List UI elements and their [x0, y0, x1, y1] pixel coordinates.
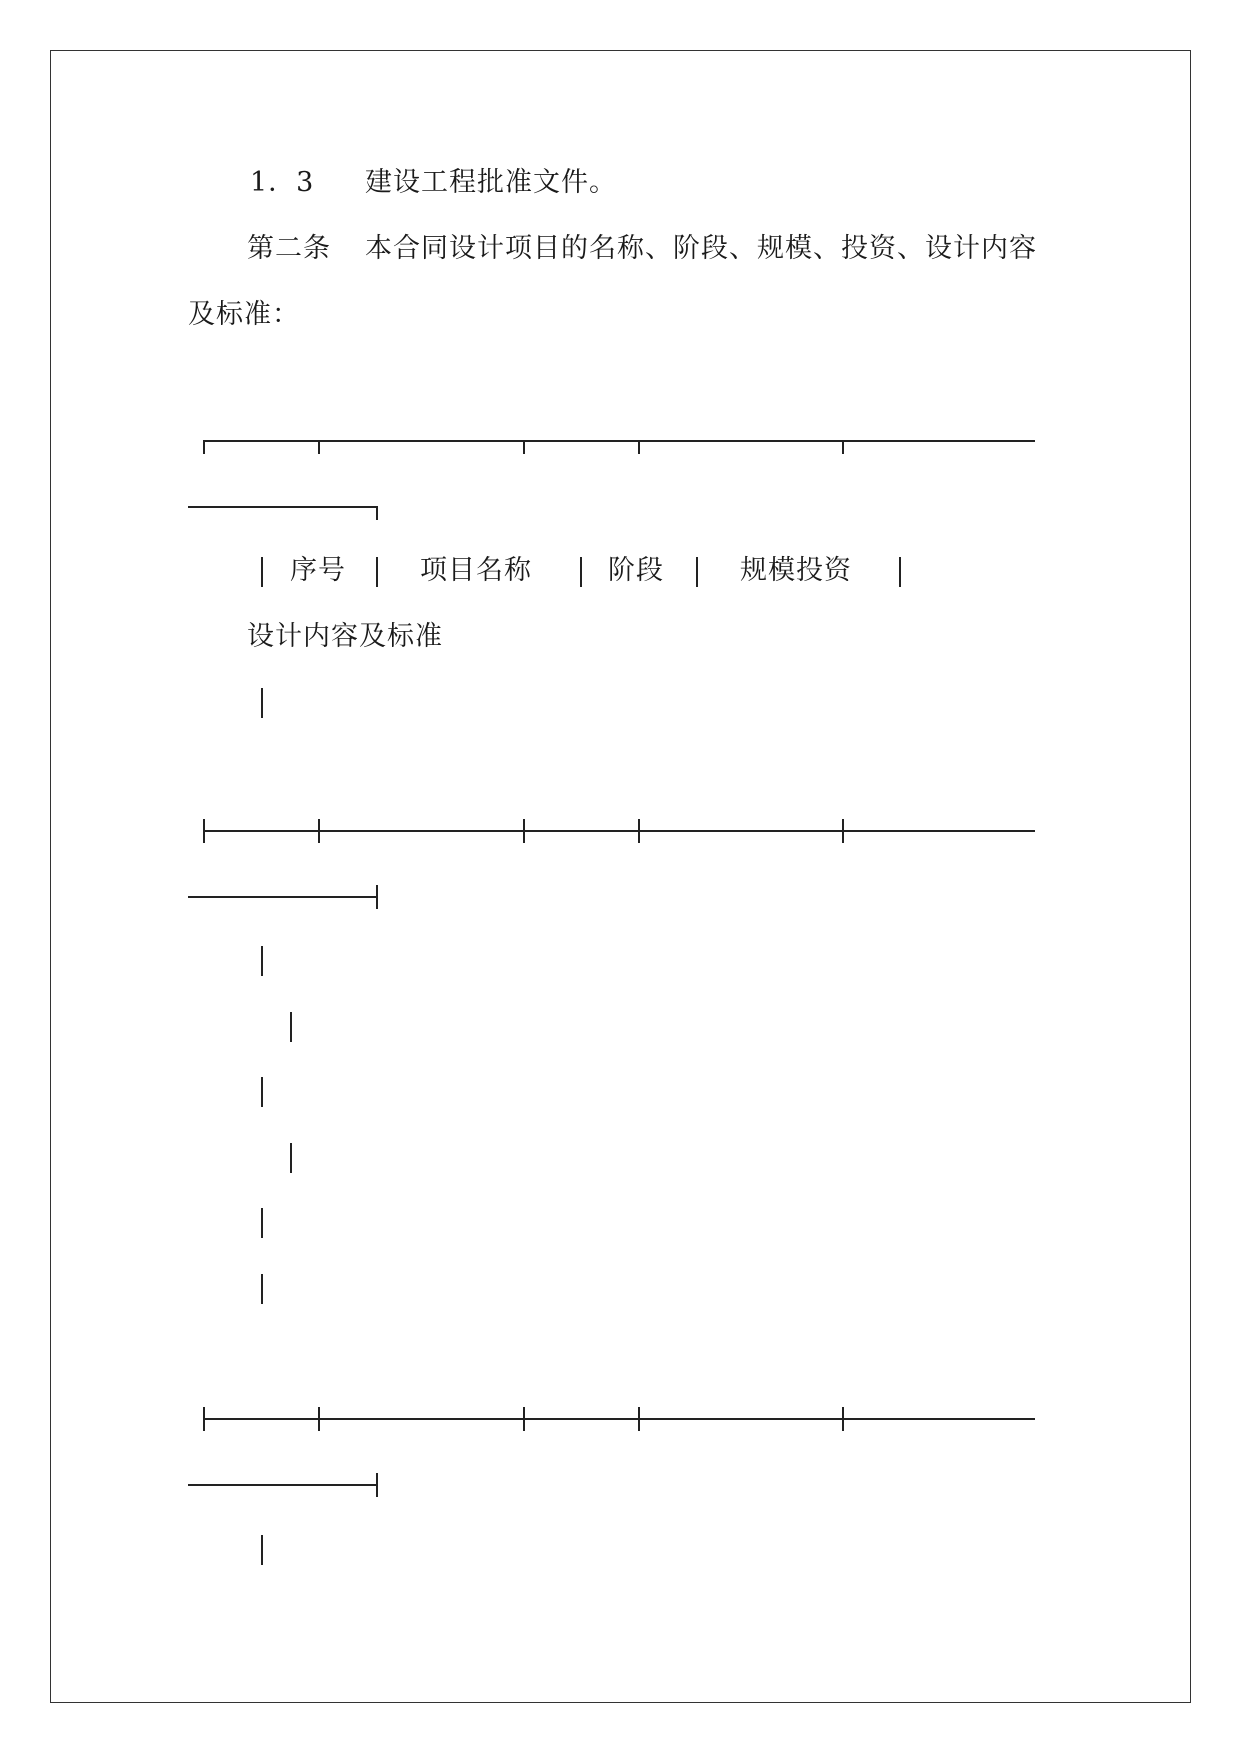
table-cell-separator: [261, 1535, 263, 1565]
table-tick: [638, 1407, 640, 1431]
table-cell-separator: [261, 1208, 263, 1238]
table-cell-separator: [580, 557, 582, 587]
table-top-border-cont: [188, 506, 378, 508]
table-tick: [203, 1407, 205, 1431]
header-project-name: 项目名称: [420, 555, 532, 586]
article-text-line1: 本合同设计项目的名称、阶段、规模、投资、设计内容: [365, 233, 1037, 264]
table-top-border: [203, 440, 1035, 442]
table-tick: [523, 819, 525, 843]
table-tick: [318, 819, 320, 843]
table-cell-separator: [696, 557, 698, 587]
table-tick: [842, 440, 844, 454]
table-tick: [318, 440, 320, 454]
header-design-content: 设计内容及标准: [247, 621, 443, 652]
table-cell-separator: [290, 1012, 292, 1042]
table-tick: [203, 819, 205, 843]
table-cell-separator: [261, 946, 263, 976]
table-cell-separator: [261, 1274, 263, 1304]
table-tick: [318, 1407, 320, 1431]
table-row-border: [203, 1418, 1035, 1420]
table-tick: [376, 885, 378, 909]
table-cell-separator: [261, 557, 263, 587]
table-cell-separator: [261, 1077, 263, 1107]
table-tick: [523, 440, 525, 454]
table-tick: [842, 819, 844, 843]
table-tick: [638, 440, 640, 454]
article-text-line2: 及标准：: [188, 299, 300, 330]
article-label: 第二条: [247, 233, 331, 264]
clause-number: 1．3: [250, 167, 315, 198]
table-tick: [842, 1407, 844, 1431]
table-row-border: [203, 830, 1035, 832]
table-cell-separator: [290, 1143, 292, 1173]
header-scale-investment: 规模投资: [740, 555, 852, 586]
header-seq: 序号: [290, 555, 346, 586]
table-row-border-cont: [188, 1484, 378, 1486]
table-cell-separator: [261, 688, 263, 718]
table-corner-top-right: [376, 506, 378, 520]
header-stage: 阶段: [608, 555, 664, 586]
table-cell-separator: [899, 557, 901, 587]
table-tick: [638, 819, 640, 843]
table-corner-top-left: [203, 440, 205, 454]
table-tick: [376, 1473, 378, 1497]
table-cell-separator: [376, 557, 378, 587]
clause-text: 建设工程批准文件。: [365, 167, 617, 198]
table-row-border-cont: [188, 896, 378, 898]
table-tick: [523, 1407, 525, 1431]
